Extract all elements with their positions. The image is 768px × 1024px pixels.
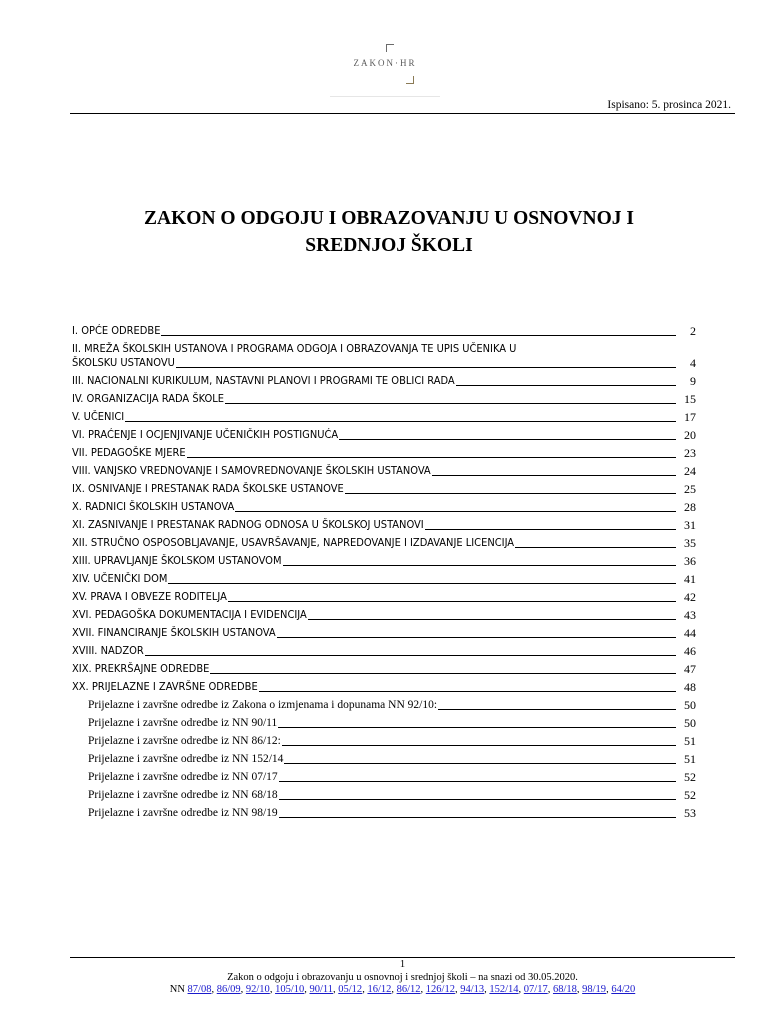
toc-page-number: 24 [684, 464, 696, 478]
toc-page-number: 2 [690, 324, 696, 338]
nn-link[interactable]: 68/18 [552, 984, 577, 995]
toc-entry-11[interactable] [72, 518, 696, 532]
toc-entry-16[interactable] [72, 608, 696, 622]
toc-leader-line [345, 492, 676, 494]
toc-leader-line [425, 528, 676, 530]
toc-entry-label: V. UČENICI [72, 410, 125, 423]
logo-corner-mark-top [386, 44, 394, 52]
toc-page-number: 31 [684, 518, 696, 532]
nn-link[interactable]: 126/12 [425, 984, 455, 995]
toc-leader-line [176, 366, 676, 368]
toc-entry-13[interactable] [72, 554, 696, 568]
nn-link[interactable]: 87/08 [187, 984, 212, 995]
footer-nn-prefix: NN [169, 984, 185, 995]
toc-entry-4[interactable] [72, 392, 696, 406]
toc-page-number: 47 [684, 662, 696, 676]
toc-leader-line [125, 420, 676, 422]
toc-entry-label: VI. PRAĆENJE I OCJENJIVANJE UČENIČKIH POSTIGNUĆA [72, 428, 339, 441]
toc-leader-line [235, 510, 676, 512]
toc-leader-line [279, 816, 676, 818]
toc-entry-1[interactable] [72, 324, 696, 338]
toc-sub-entry-1[interactable] [72, 698, 696, 712]
toc-page-number: 44 [684, 626, 696, 640]
toc-sub-entry-2[interactable] [72, 716, 696, 730]
toc-leader-line [279, 798, 676, 800]
toc-entry-label: XVIII. NADZOR [72, 644, 144, 657]
toc-page-number: 28 [684, 500, 696, 514]
toc-entry-20[interactable] [72, 680, 696, 694]
toc-entry-17[interactable] [72, 626, 696, 640]
toc-entry-label: XIV. UČENIČKI DOM [72, 572, 168, 585]
nn-link[interactable]: 90/11 [309, 984, 334, 995]
toc-page-number: 51 [684, 734, 696, 748]
toc-sub-entry-label: Prijelazne i završne odredbe iz NN 86/12: [88, 735, 281, 747]
toc-sub-entry-label: Prijelazne i završne odredbe iz Zakona o izmjenama i dopunama NN 92/10: [88, 699, 438, 711]
toc-page-number: 23 [684, 446, 696, 460]
toc-leader-line [187, 456, 676, 458]
toc-entry-6[interactable] [72, 428, 696, 442]
logo-divider [330, 96, 440, 97]
toc-sub-entry-7[interactable] [72, 806, 696, 820]
toc-page-number: 52 [684, 788, 696, 802]
printed-date: Ispisano: 5. prosinca 2021. [607, 99, 731, 111]
toc-page-number: 52 [684, 770, 696, 784]
toc-sub-entry-3[interactable] [72, 734, 696, 748]
nn-link[interactable]: 64/20 [611, 984, 636, 995]
toc-sub-entry-label: Prijelazne i završne odredbe iz NN 07/17 [88, 771, 278, 783]
toc-entry-label: XVII. FINANCIRANJE ŠKOLSKIH USTANOVA [72, 626, 276, 639]
toc-leader-line [145, 654, 676, 656]
toc-page-number: 35 [684, 536, 696, 550]
toc-page-number: 43 [684, 608, 696, 622]
header-divider [70, 113, 735, 114]
toc-sub-entry-label: Prijelazne i završne odredbe iz NN 90/11 [88, 717, 278, 729]
toc-leader-line [282, 744, 676, 746]
toc-entry-label-continued: ŠKOLSKU USTANOVU [72, 356, 175, 369]
toc-page-number: 41 [684, 572, 696, 586]
toc-entry-label: VIII. VANJSKO VREDNOVANJE I SAMOVREDNOVANJE ŠKOLSKIH USTANOVA [72, 464, 431, 477]
toc-entry-label: XI. ZASNIVANJE I PRESTANAK RADNOG ODNOSA U ŠKOLSKOJ USTANOVI [72, 518, 424, 531]
nn-link[interactable]: 98/19 [582, 984, 607, 995]
table-of-contents [72, 324, 696, 824]
toc-sub-entry-5[interactable] [72, 770, 696, 784]
toc-page-number: 4 [690, 356, 696, 370]
toc-entry-2[interactable] [72, 342, 696, 370]
toc-entry-5[interactable] [72, 410, 696, 424]
toc-sub-entry-label: Prijelazne i završne odredbe iz NN 68/18 [88, 789, 278, 801]
nn-link[interactable]: 86/09 [216, 984, 241, 995]
toc-page-number: 25 [684, 482, 696, 496]
nn-link[interactable]: 152/14 [489, 984, 519, 995]
toc-page-number: 50 [684, 698, 696, 712]
toc-page-number: 46 [684, 644, 696, 658]
toc-leader-line [432, 474, 676, 476]
toc-page-number: 50 [684, 716, 696, 730]
toc-entry-label: XVI. PEDAGOŠKA DOKUMENTACIJA I EVIDENCIJA [72, 608, 307, 621]
toc-leader-line [225, 402, 676, 404]
toc-entry-label: XII. STRUČNO OSPOSOBLJAVANJE, USAVRŠAVANJE, NAPREDOVANJE I IZDAVANJE LICENCIJA [72, 536, 515, 549]
nn-link[interactable]: 92/10 [245, 984, 270, 995]
toc-leader-line [339, 438, 676, 440]
toc-entry-label: III. NACIONALNI KURIKULUM, NASTAVNI PLANOVI I PROGRAMI TE OBLICI RADA [72, 374, 455, 387]
toc-leader-line [456, 384, 676, 386]
page-footer [70, 959, 735, 997]
footer-page-number: 1 [399, 959, 406, 970]
toc-page-number: 20 [684, 428, 696, 442]
nn-link[interactable]: 07/17 [523, 984, 548, 995]
toc-entry-label: XV. PRAVA I OBVEZE RODITELJA [72, 590, 227, 603]
toc-entry-label: VII. PEDAGOŠKE MJERE [72, 446, 186, 459]
toc-leader-line [284, 762, 676, 764]
toc-leader-line [168, 582, 676, 584]
toc-leader-line [259, 690, 676, 692]
toc-page-number: 9 [690, 374, 696, 388]
nn-link[interactable]: 86/12 [396, 984, 421, 995]
toc-entry-12[interactable] [72, 536, 696, 550]
nn-link[interactable]: 05/12 [338, 984, 363, 995]
toc-sub-entry-label: Prijelazne i završne odredbe iz NN 152/14 [88, 753, 284, 765]
toc-sub-entry-4[interactable] [72, 752, 696, 766]
logo-text: ZAKON·HR [353, 58, 417, 68]
toc-page-number: 48 [684, 680, 696, 694]
document-title-line-1: ZAKON O ODGOJU I OBRAZOVANJU U OSNOVNOJ I [144, 208, 634, 229]
toc-entry-label: XX. PRIJELAZNE I ZAVRŠNE ODREDBE [72, 680, 258, 693]
toc-sub-entry-6[interactable] [72, 788, 696, 802]
document-title-line-2: SREDNJOJ ŠKOLI [305, 235, 473, 256]
toc-leader-line [210, 672, 676, 674]
toc-entry-8[interactable] [72, 464, 696, 478]
toc-leader-line [279, 780, 676, 782]
toc-page-number: 51 [684, 752, 696, 766]
toc-leader-line [438, 708, 676, 710]
toc-page-number: 36 [684, 554, 696, 568]
toc-sub-entry-label: Prijelazne i završne odredbe iz NN 98/19 [88, 807, 278, 819]
toc-entry-7[interactable] [72, 446, 696, 460]
toc-entry-10[interactable] [72, 500, 696, 514]
toc-entry-label: IX. OSNIVANJE I PRESTANAK RADA ŠKOLSKE USTANOVE [72, 482, 344, 495]
toc-leader-line [515, 546, 676, 548]
toc-leader-line [228, 600, 676, 602]
document-title [80, 205, 698, 259]
toc-leader-line [308, 618, 676, 620]
nn-link[interactable]: 105/10 [275, 984, 305, 995]
nn-link[interactable]: 94/13 [460, 984, 485, 995]
toc-leader-line [277, 636, 676, 638]
logo-corner-mark-bottom [406, 76, 414, 84]
toc-entry-label: XIII. UPRAVLJANJE ŠKOLSKOM USTANOVOM [72, 554, 282, 567]
toc-entry-label: I. OPĆE ODREDBE [72, 324, 161, 337]
zakon-hr-logo [330, 44, 440, 100]
toc-page-number: 53 [684, 806, 696, 820]
toc-entry-14[interactable] [72, 572, 696, 586]
toc-entry-label: II. MREŽA ŠKOLSKIH USTANOVA I PROGRAMA ODGOJA I OBRAZOVANJA TE UPIS UČENIKA U [72, 342, 517, 355]
toc-page-number: 42 [684, 590, 696, 604]
toc-page-number: 15 [684, 392, 696, 406]
toc-entry-label: IV. ORGANIZACIJA RADA ŠKOLE [72, 392, 225, 405]
footer-divider [70, 957, 735, 958]
toc-entry-9[interactable] [72, 482, 696, 496]
toc-entry-15[interactable] [72, 590, 696, 604]
toc-entry-label: XIX. PREKRŠAJNE ODREDBE [72, 662, 210, 675]
toc-entry-label: X. RADNICI ŠKOLSKIH USTANOVA [72, 500, 235, 513]
toc-entry-19[interactable] [72, 662, 696, 676]
toc-leader-line [278, 726, 676, 728]
toc-leader-line [283, 564, 677, 566]
footer-nn-links: NN 87/08, 86/09, 92/10, 105/10, 90/11, 05/12, 16/12, 86/12, 126/12, 94/13, 152/14, 07/17, 68/18, 98/19, 64/20 [169, 984, 636, 995]
toc-entry-3[interactable] [72, 374, 696, 388]
toc-page-number: 17 [684, 410, 696, 424]
toc-leader-line [161, 334, 676, 336]
nn-link[interactable]: 16/12 [367, 984, 392, 995]
toc-entry-18[interactable] [72, 644, 696, 658]
footer-document-line: Zakon o odgoju i obrazovanju u osnovnoj i srednjoj školi – na snazi od 30.05.2020. [227, 971, 578, 983]
